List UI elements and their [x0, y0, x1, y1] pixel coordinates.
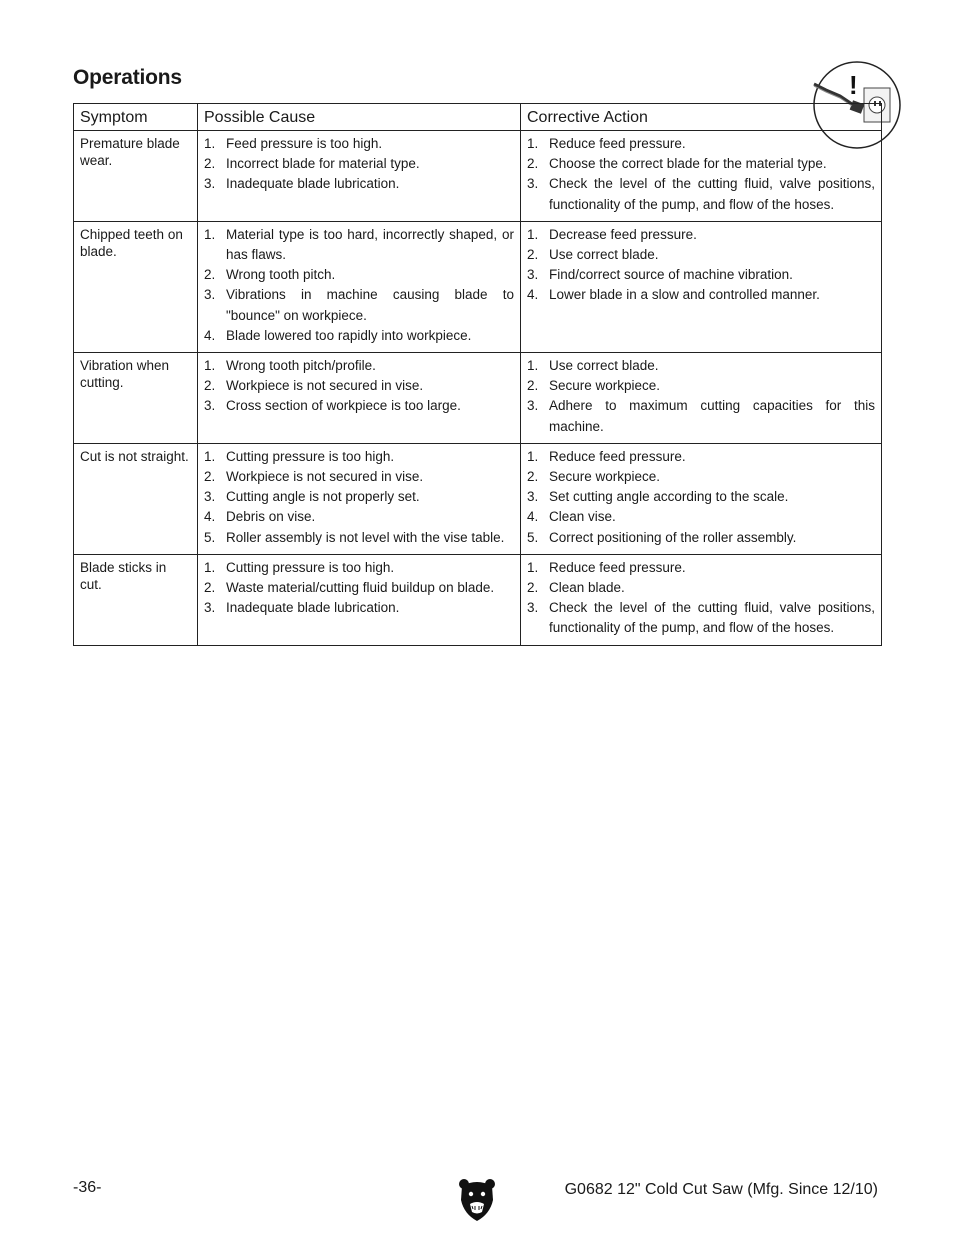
table-row — [74, 353, 882, 444]
item-number: 2. — [527, 156, 539, 172]
item-number: 3. — [204, 176, 216, 192]
item-number: 1. — [204, 358, 216, 374]
item-number: 3. — [204, 600, 216, 616]
symptom-cell: Vibration when cutting. — [74, 353, 198, 444]
action-list — [527, 134, 875, 215]
cause-cell — [198, 221, 521, 352]
item-text: Incorrect blade for material type. — [226, 156, 420, 172]
cause-list — [204, 447, 514, 548]
action-cell — [521, 554, 882, 645]
troubleshooting-table — [73, 103, 882, 646]
item-number: 2. — [204, 580, 216, 596]
item-number: 3. — [204, 398, 216, 414]
item-text: Clean blade. — [549, 580, 625, 596]
cause-item — [204, 487, 514, 507]
cause-item — [204, 528, 514, 548]
item-number: 3. — [527, 600, 539, 616]
action-item — [527, 356, 875, 376]
table-header-row — [74, 104, 882, 131]
item-number: 1. — [527, 226, 539, 242]
cause-item — [204, 467, 514, 487]
item-text: Vibrations in machine causing blade to "bounce" on workpiece. — [226, 287, 514, 323]
cause-item — [204, 447, 514, 467]
symptom-header: Symptom — [74, 104, 198, 131]
item-number: 2. — [204, 378, 216, 394]
item-number: 3. — [527, 176, 539, 192]
action-cell — [521, 353, 882, 444]
action-item — [527, 487, 875, 507]
item-number: 2. — [204, 267, 216, 283]
item-text: Material type is too hard, incorrectly shaped, or has flaws. — [226, 226, 514, 263]
symptom-cell: Cut is not straight. — [74, 443, 198, 554]
action-item — [527, 528, 875, 548]
item-number: 1. — [204, 226, 216, 242]
cause-item — [204, 356, 514, 376]
item-text: Use correct blade. — [549, 247, 659, 263]
cause-header: Possible Cause — [198, 104, 521, 131]
action-item — [527, 447, 875, 467]
item-number: 1. — [527, 358, 539, 374]
action-list — [527, 356, 875, 437]
action-cell — [521, 443, 882, 554]
item-number: 1. — [204, 559, 216, 575]
cause-item — [204, 396, 514, 416]
item-text: Find/correct source of machine vibration. — [549, 267, 793, 283]
item-text: Choose the correct blade for the material type. — [549, 156, 827, 172]
item-text: Reduce feed pressure. — [549, 559, 686, 575]
table-row — [74, 554, 882, 645]
item-text: Check the level of the cutting fluid, valve positions, functionality of the pump, and flow of the hoses. — [549, 176, 875, 212]
action-item — [527, 285, 875, 305]
item-text: Wrong tooth pitch. — [226, 267, 336, 283]
action-list — [527, 558, 875, 639]
item-number: 3. — [527, 398, 539, 414]
action-item — [527, 245, 875, 265]
cause-item — [204, 285, 514, 325]
item-text: Roller assembly is not level with the vise table. — [226, 529, 505, 545]
bear-logo-icon — [458, 1176, 496, 1222]
symptom-cell: Premature blade wear. — [74, 131, 198, 222]
symptom-cell: Blade sticks in cut. — [74, 554, 198, 645]
item-number: 3. — [527, 267, 539, 283]
item-number: 3. — [204, 287, 216, 303]
cause-item — [204, 376, 514, 396]
table-row — [74, 221, 882, 352]
item-text: Decrease feed pressure. — [549, 226, 697, 242]
cause-item — [204, 326, 514, 346]
action-item — [527, 154, 875, 174]
item-text: Debris on vise. — [226, 509, 316, 525]
cause-cell — [198, 353, 521, 444]
item-number: 4. — [204, 327, 216, 343]
item-text: Workpiece is not secured in vise. — [226, 469, 424, 485]
item-number: 1. — [527, 448, 539, 464]
item-text: Blade lowered too rapidly into workpiece. — [226, 327, 472, 343]
cause-cell — [198, 131, 521, 222]
item-text: Lower blade in a slow and controlled manner. — [549, 287, 820, 303]
action-item — [527, 558, 875, 578]
action-item — [527, 265, 875, 285]
item-number: 1. — [527, 559, 539, 575]
action-header: Corrective Action — [521, 104, 882, 131]
item-text: Cutting pressure is too high. — [226, 448, 395, 464]
item-text: Cutting pressure is too high. — [226, 559, 395, 575]
symptom-cell: Chipped teeth on blade. — [74, 221, 198, 352]
item-text: Inadequate blade lubrication. — [226, 600, 400, 616]
item-text: Reduce feed pressure. — [549, 136, 686, 151]
cause-item — [204, 578, 514, 598]
action-item — [527, 598, 875, 638]
action-cell — [521, 131, 882, 222]
action-item — [527, 396, 875, 436]
table-row — [74, 131, 882, 222]
item-text: Workpiece is not secured in vise. — [226, 378, 424, 394]
item-number: 2. — [527, 247, 539, 263]
item-text: Waste material/cutting fluid buildup on blade. — [226, 580, 495, 596]
action-item — [527, 507, 875, 527]
action-item — [527, 174, 875, 214]
cause-list — [204, 356, 514, 417]
item-number: 3. — [527, 489, 539, 505]
cause-cell — [198, 554, 521, 645]
item-text: Check the level of the cutting fluid, valve positions, functionality of the pump, and flow of the hoses. — [549, 600, 875, 636]
item-number: 2. — [204, 469, 216, 485]
item-number: 4. — [527, 287, 539, 303]
item-text: Use correct blade. — [549, 358, 659, 374]
item-text: Secure workpiece. — [549, 378, 661, 394]
item-text: Cross section of workpiece is too large. — [226, 398, 461, 414]
item-number: 1. — [204, 136, 216, 151]
svg-text:!: ! — [849, 70, 858, 100]
item-number: 5. — [527, 529, 539, 545]
item-number: 4. — [204, 509, 216, 525]
cause-list — [204, 134, 514, 195]
cause-list — [204, 558, 514, 619]
cause-list — [204, 225, 514, 346]
item-number: 2. — [527, 469, 539, 485]
item-number: 2. — [527, 580, 539, 596]
item-text: Feed pressure is too high. — [226, 136, 383, 151]
manual-title: G0682 12" Cold Cut Saw (Mfg. Since 12/10) — [564, 1181, 878, 1198]
item-number: 2. — [527, 378, 539, 394]
item-text: Reduce feed pressure. — [549, 448, 686, 464]
action-item — [527, 578, 875, 598]
section-title: Operations — [73, 66, 182, 89]
item-text: Adhere to maximum cutting capacities for this machine. — [549, 398, 875, 434]
item-text: Set cutting angle according to the scale. — [549, 489, 789, 505]
action-cell — [521, 221, 882, 352]
action-item — [527, 467, 875, 487]
cause-item — [204, 265, 514, 285]
item-text: Correct positioning of the roller assembly. — [549, 529, 797, 545]
page-number: -36- — [73, 1179, 102, 1196]
cause-item — [204, 225, 514, 265]
item-text: Cutting angle is not properly set. — [226, 489, 420, 505]
table-row — [74, 443, 882, 554]
item-number: 2. — [204, 156, 216, 172]
item-text: Clean vise. — [549, 509, 616, 525]
cause-item — [204, 134, 514, 154]
cause-item — [204, 174, 514, 194]
item-number: 1. — [527, 136, 539, 151]
item-number: 1. — [204, 448, 216, 464]
item-text: Secure workpiece. — [549, 469, 661, 485]
action-list — [527, 447, 875, 548]
item-number: 3. — [204, 489, 216, 505]
cause-item — [204, 558, 514, 578]
item-number: 4. — [527, 509, 539, 525]
cause-item — [204, 598, 514, 618]
action-item — [527, 134, 875, 154]
action-item — [527, 225, 875, 245]
action-item — [527, 376, 875, 396]
item-text: Wrong tooth pitch/profile. — [226, 358, 376, 374]
item-text: Inadequate blade lubrication. — [226, 176, 400, 192]
cause-item — [204, 154, 514, 174]
cause-cell — [198, 443, 521, 554]
item-number: 5. — [204, 529, 216, 545]
action-list — [527, 225, 875, 306]
cause-item — [204, 507, 514, 527]
